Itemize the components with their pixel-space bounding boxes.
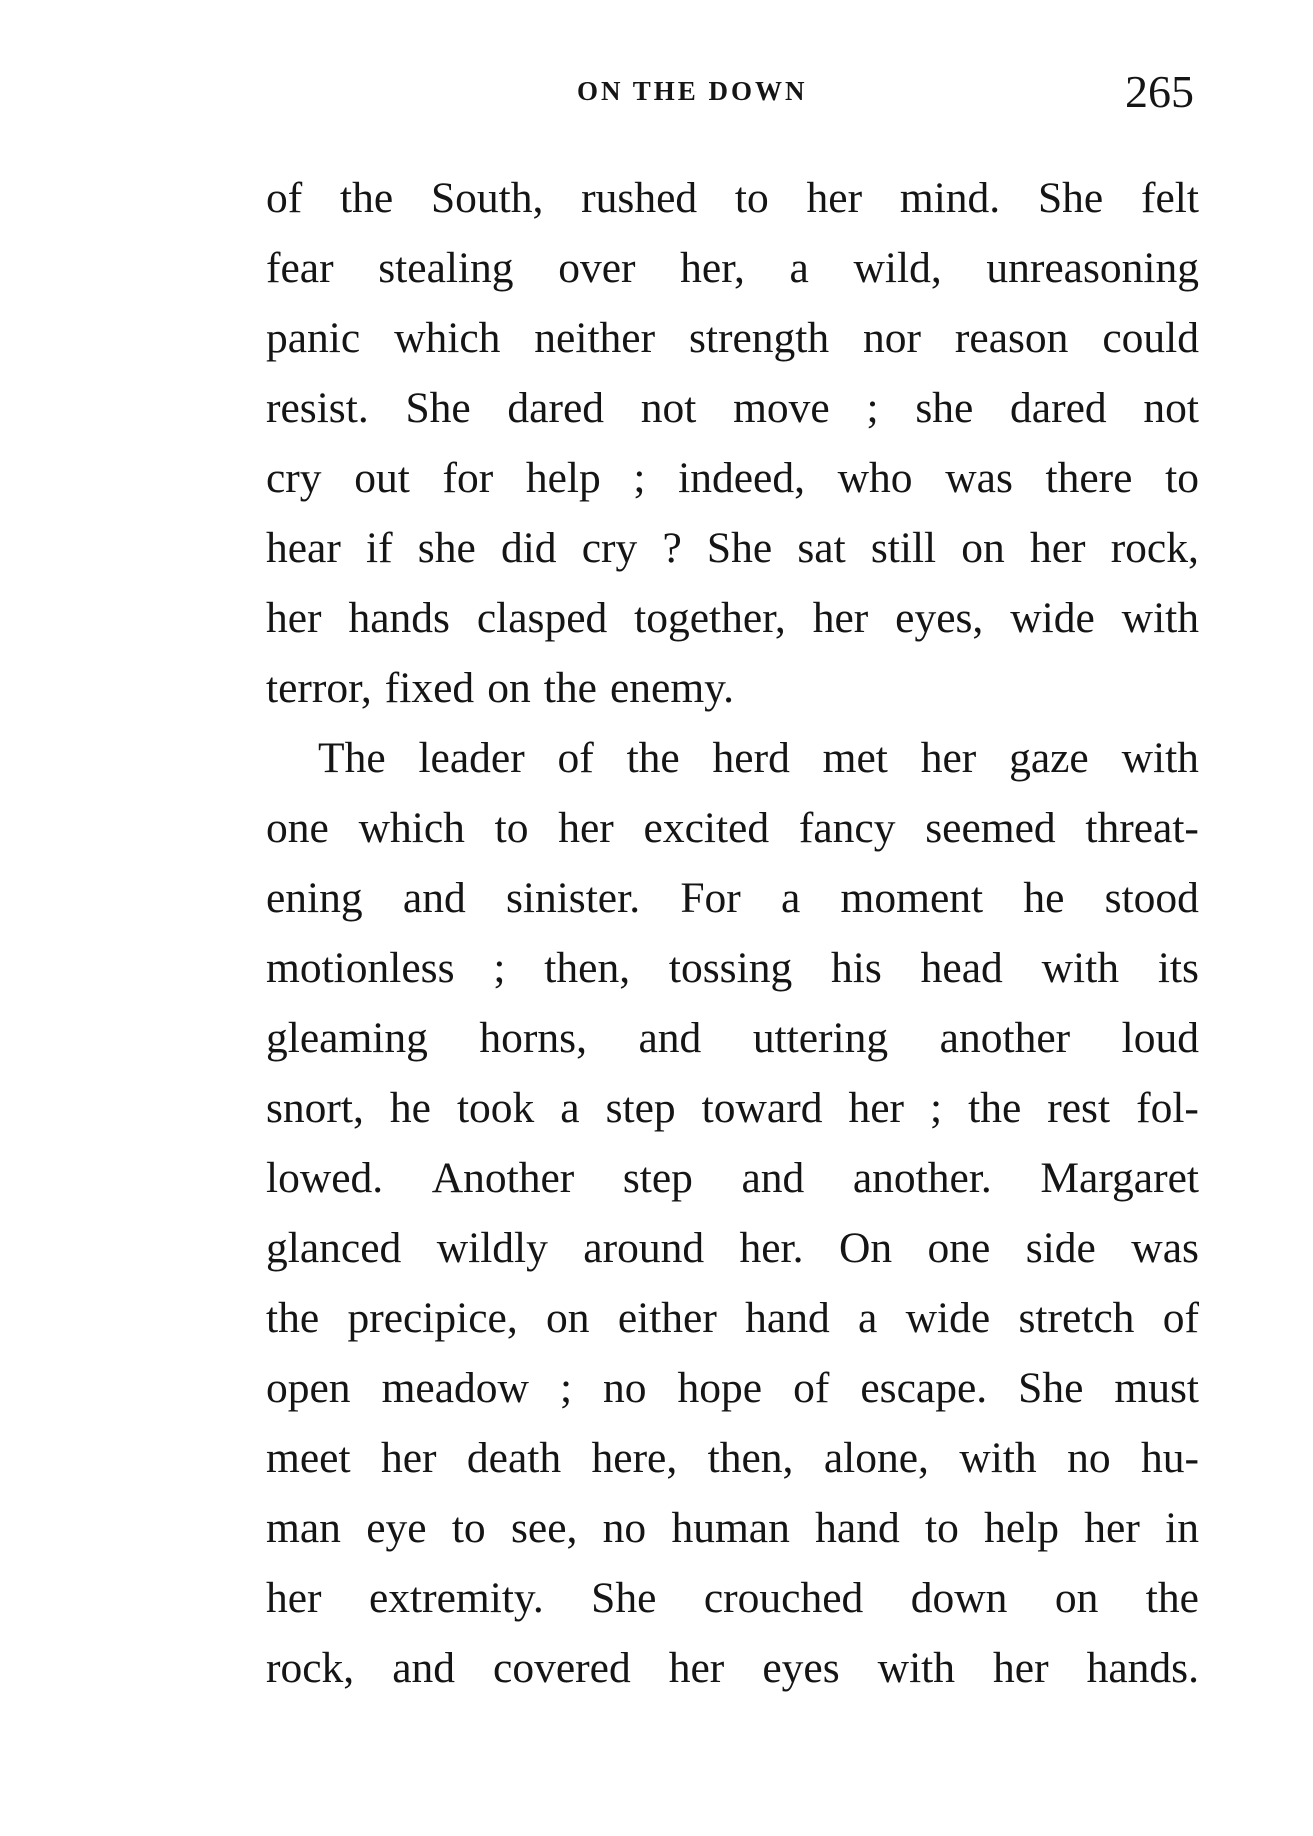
word: hands bbox=[348, 594, 450, 642]
word: if bbox=[366, 524, 393, 572]
word: on bbox=[961, 524, 1005, 572]
text-line bbox=[266, 373, 1199, 443]
word: rock, bbox=[1110, 524, 1199, 572]
word: stealing bbox=[378, 244, 514, 292]
body-text bbox=[266, 163, 1199, 1703]
word: which bbox=[358, 804, 465, 852]
word: see, bbox=[510, 1504, 578, 1552]
word: on bbox=[1054, 1574, 1099, 1622]
word: fear bbox=[266, 244, 334, 292]
word: human bbox=[671, 1504, 790, 1552]
word: her bbox=[558, 804, 614, 852]
text-line bbox=[266, 1283, 1199, 1353]
text-line bbox=[266, 1143, 1199, 1213]
word: around bbox=[583, 1224, 705, 1272]
word: herd bbox=[712, 734, 790, 782]
word: nor bbox=[863, 314, 922, 362]
word: and bbox=[392, 1644, 456, 1692]
word: crouched bbox=[703, 1574, 864, 1622]
word: met bbox=[822, 734, 888, 782]
word: wide bbox=[905, 1294, 991, 1342]
page-number: 265 bbox=[1125, 66, 1194, 117]
word: covered bbox=[493, 1644, 631, 1692]
word: moment bbox=[840, 874, 984, 922]
word: neither bbox=[534, 314, 656, 362]
word: her. bbox=[739, 1224, 804, 1272]
text-line bbox=[266, 1353, 1199, 1423]
word: took bbox=[456, 1084, 535, 1132]
word: She bbox=[405, 384, 471, 432]
word: strength bbox=[688, 314, 830, 362]
word: stood bbox=[1104, 874, 1199, 922]
word: motionless bbox=[266, 944, 455, 992]
word: the bbox=[626, 734, 680, 782]
word: then, bbox=[707, 1434, 794, 1482]
word: She bbox=[706, 524, 773, 572]
word: the bbox=[968, 1084, 1022, 1132]
word: rushed bbox=[581, 174, 698, 222]
word: to bbox=[1165, 454, 1199, 502]
word: to bbox=[451, 1504, 486, 1552]
word: he bbox=[389, 1084, 431, 1132]
word: toward bbox=[701, 1084, 823, 1132]
word: was bbox=[945, 454, 1013, 502]
word: ; bbox=[930, 1084, 943, 1132]
word: South, bbox=[430, 174, 544, 222]
word: the bbox=[266, 1294, 320, 1342]
word: not bbox=[1143, 384, 1199, 432]
word: hope bbox=[677, 1364, 763, 1412]
word: on bbox=[487, 664, 531, 712]
word: eye bbox=[366, 1504, 427, 1552]
word: with bbox=[1121, 594, 1199, 642]
paragraph-1 bbox=[266, 163, 1199, 723]
word: cry bbox=[581, 524, 638, 572]
word: and bbox=[402, 874, 466, 922]
word: a bbox=[858, 1294, 878, 1342]
word: the bbox=[340, 174, 394, 222]
word: on bbox=[546, 1294, 590, 1342]
word: for bbox=[442, 454, 494, 502]
text-line bbox=[266, 1423, 1199, 1493]
word: uttering bbox=[752, 1014, 889, 1062]
word: She bbox=[591, 1574, 657, 1622]
word: a bbox=[789, 244, 809, 292]
word: she bbox=[915, 384, 974, 432]
word: her bbox=[806, 174, 863, 222]
word: she bbox=[417, 524, 476, 572]
word: dared bbox=[507, 384, 605, 432]
word: its bbox=[1157, 944, 1199, 992]
word: resist. bbox=[266, 384, 369, 432]
word: to bbox=[924, 1504, 959, 1552]
word: enemy. bbox=[609, 664, 734, 712]
word: her, bbox=[680, 244, 745, 292]
word: the bbox=[543, 664, 597, 712]
word: her bbox=[380, 1434, 437, 1482]
word: another bbox=[939, 1014, 1071, 1062]
word: who bbox=[837, 454, 913, 502]
word: gaze bbox=[1009, 734, 1089, 782]
word: ening bbox=[266, 874, 363, 922]
word: For bbox=[680, 874, 741, 922]
word: her bbox=[266, 1574, 322, 1622]
word: On bbox=[838, 1224, 893, 1272]
word: together, bbox=[634, 594, 786, 642]
word: out bbox=[354, 454, 410, 502]
word: meadow bbox=[381, 1364, 529, 1412]
word: dared bbox=[1010, 384, 1107, 432]
word: hand bbox=[815, 1504, 900, 1552]
text-line bbox=[266, 1213, 1199, 1283]
word: lowed. bbox=[266, 1154, 384, 1202]
text-line bbox=[266, 1493, 1199, 1563]
word: could bbox=[1102, 314, 1199, 362]
word: to bbox=[734, 174, 769, 222]
word: wide bbox=[1010, 594, 1095, 642]
text-line bbox=[266, 793, 1199, 863]
word: her bbox=[812, 594, 869, 642]
word: here, bbox=[591, 1434, 678, 1482]
word: of bbox=[793, 1364, 830, 1412]
word: ; bbox=[866, 384, 879, 432]
word: with bbox=[1041, 944, 1119, 992]
word: her bbox=[848, 1084, 905, 1132]
word: over bbox=[558, 244, 636, 292]
word: Margaret bbox=[1040, 1154, 1199, 1202]
word: open bbox=[266, 1364, 351, 1412]
word: hands. bbox=[1086, 1644, 1199, 1692]
text-line bbox=[266, 933, 1199, 1003]
word: must bbox=[1114, 1364, 1199, 1412]
word: She bbox=[1018, 1364, 1084, 1412]
word: leader bbox=[418, 734, 525, 782]
word: was bbox=[1131, 1224, 1199, 1272]
text-line bbox=[266, 653, 1199, 723]
word: horns, bbox=[479, 1014, 587, 1062]
word: reason bbox=[954, 314, 1069, 362]
word: move bbox=[733, 384, 830, 432]
word: cry bbox=[266, 454, 322, 502]
word: sat bbox=[797, 524, 846, 572]
word: wildly bbox=[436, 1224, 548, 1272]
word: fixed bbox=[384, 664, 475, 712]
word: step bbox=[622, 1154, 693, 1202]
word: the bbox=[1145, 1574, 1199, 1622]
text-line bbox=[266, 723, 1199, 793]
word: sinister. bbox=[505, 874, 641, 922]
word: step bbox=[605, 1084, 676, 1132]
word: down bbox=[910, 1574, 1008, 1622]
word: felt bbox=[1140, 174, 1199, 222]
word: stretch bbox=[1018, 1294, 1135, 1342]
word: escape. bbox=[860, 1364, 988, 1412]
word: with bbox=[959, 1434, 1037, 1482]
word: fancy bbox=[798, 804, 896, 852]
word: ; bbox=[633, 454, 646, 502]
word: indeed, bbox=[678, 454, 805, 502]
word: gleaming bbox=[266, 1014, 428, 1062]
running-title: ON THE DOWN bbox=[577, 76, 808, 106]
text-line bbox=[266, 163, 1199, 233]
word: alone, bbox=[823, 1434, 929, 1482]
word: snort, bbox=[266, 1084, 364, 1132]
word: tossing bbox=[668, 944, 793, 992]
word: no bbox=[603, 1364, 647, 1412]
word: Another bbox=[431, 1154, 575, 1202]
word: a bbox=[560, 1084, 580, 1132]
word: excited bbox=[643, 804, 770, 852]
word: another. bbox=[852, 1154, 992, 1202]
word: of bbox=[1162, 1294, 1199, 1342]
word: threat- bbox=[1085, 804, 1199, 852]
word: death bbox=[466, 1434, 562, 1482]
word: seemed bbox=[925, 804, 1056, 852]
word: clasped bbox=[476, 594, 608, 642]
word: with bbox=[877, 1644, 955, 1692]
word: hand bbox=[745, 1294, 830, 1342]
text-line bbox=[266, 1563, 1199, 1633]
word: her bbox=[266, 594, 322, 642]
word: one bbox=[927, 1224, 991, 1272]
word: still bbox=[870, 524, 937, 572]
word: hear bbox=[266, 524, 341, 572]
word: not bbox=[640, 384, 697, 432]
word: panic bbox=[266, 314, 361, 362]
word: ; bbox=[493, 944, 506, 992]
word: a bbox=[780, 874, 801, 922]
word: her bbox=[1084, 1504, 1140, 1552]
word: her bbox=[920, 734, 977, 782]
word: did bbox=[500, 524, 557, 572]
word: side bbox=[1025, 1224, 1096, 1272]
word: man bbox=[266, 1504, 341, 1552]
text-line bbox=[266, 233, 1199, 303]
word: one bbox=[266, 804, 329, 852]
word: there bbox=[1045, 454, 1133, 502]
word: in bbox=[1165, 1504, 1199, 1552]
word: to bbox=[494, 804, 529, 852]
word: then, bbox=[544, 944, 631, 992]
paragraph-2 bbox=[266, 723, 1199, 1703]
word: of bbox=[557, 734, 594, 782]
word: mind. bbox=[899, 174, 1001, 222]
word: terror, bbox=[266, 664, 372, 712]
word: She bbox=[1037, 174, 1104, 222]
text-line bbox=[266, 583, 1199, 653]
word: of bbox=[266, 174, 303, 222]
word: and bbox=[638, 1014, 702, 1062]
text-line bbox=[266, 303, 1199, 373]
word: glanced bbox=[266, 1224, 402, 1272]
word: rock, bbox=[266, 1644, 355, 1692]
word: precipice, bbox=[347, 1294, 518, 1342]
text-line bbox=[266, 1003, 1199, 1073]
word: her bbox=[993, 1644, 1049, 1692]
word: eyes bbox=[762, 1644, 840, 1692]
word: unreasoning bbox=[986, 244, 1199, 292]
text-line bbox=[266, 443, 1199, 513]
word: and bbox=[741, 1154, 805, 1202]
word: no bbox=[1067, 1434, 1111, 1482]
word: meet bbox=[266, 1434, 351, 1482]
text-line bbox=[266, 1073, 1199, 1143]
word: ; bbox=[559, 1364, 573, 1412]
word: extremity. bbox=[368, 1574, 544, 1622]
word: her bbox=[1029, 524, 1086, 572]
word: ? bbox=[662, 524, 682, 572]
word: wild, bbox=[853, 244, 942, 292]
word: hu- bbox=[1140, 1434, 1199, 1482]
word: fol- bbox=[1136, 1084, 1199, 1132]
word: help bbox=[525, 454, 601, 502]
word: her bbox=[668, 1644, 725, 1692]
word: loud bbox=[1121, 1014, 1199, 1062]
word: which bbox=[394, 314, 501, 362]
word: rest bbox=[1047, 1084, 1111, 1132]
word: either bbox=[617, 1294, 717, 1342]
word: he bbox=[1023, 874, 1065, 922]
word: eyes, bbox=[895, 594, 984, 642]
text-line bbox=[266, 1633, 1199, 1703]
word: The bbox=[318, 734, 386, 782]
text-line bbox=[266, 513, 1199, 583]
word: no bbox=[602, 1504, 647, 1552]
word: head bbox=[920, 944, 1003, 992]
word: his bbox=[831, 944, 882, 992]
text-line bbox=[266, 863, 1199, 933]
word: with bbox=[1121, 734, 1199, 782]
word: help bbox=[984, 1504, 1060, 1552]
